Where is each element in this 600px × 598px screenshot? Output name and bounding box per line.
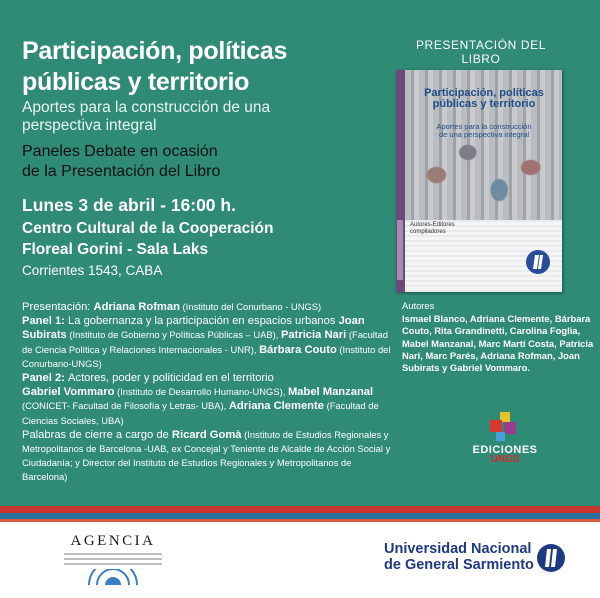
- title-line-1: Participación, políticas: [22, 37, 288, 65]
- book-cover-sub-line-1: Aportes para la construcción: [436, 122, 532, 131]
- event-address: Corrientes 1543, CABA: [22, 263, 163, 278]
- book-cover-authors-line-1: Autores-Editores: [410, 222, 455, 228]
- subtitle-line-2: perspectiva integral: [22, 117, 157, 134]
- subtitle: [22, 99, 387, 135]
- event-venue: [22, 218, 387, 260]
- book-spine: [396, 70, 405, 292]
- main-title: [22, 36, 387, 98]
- book-cover-title-line-1: Participación, políticas: [424, 87, 544, 99]
- ungs-emblem-icon: [536, 543, 566, 573]
- book-cover: [396, 70, 562, 292]
- panel1-speaker-3-inst: (Instituto del Conurbano-UNGS): [22, 343, 391, 369]
- agencia-logo: [58, 533, 168, 590]
- book-section-label: PRESENTACIÓN DEL LIBRO: [415, 38, 547, 66]
- panel1-label: Panel 1:: [22, 315, 69, 328]
- paneles-heading: [22, 142, 387, 182]
- panel2-speaker-3-inst: (Facultad de Ciencias Sociales, UBA): [22, 400, 379, 426]
- subtitle-line-1: Aportes para la construcción de una: [22, 99, 271, 116]
- cierre-inst: (Instituto de Estudios Regionales y Metropolitanos de Barcelona -UAB, ex Concejal y Teniente de Alcalde de Acción Social y Ciudadanía; y Director del Instituto de Estudios Regionales y Metropolitanos de Barcelona): [22, 428, 391, 483]
- title-line-2: públicas y territorio: [22, 68, 250, 96]
- panel1-paragraph: [22, 314, 392, 371]
- book-cover-subtitle: [412, 123, 556, 139]
- agencia-subtitle-lines: [58, 553, 168, 565]
- book-cover-title: [412, 88, 556, 110]
- paneles-line-2: de la Presentación del Libro: [22, 163, 221, 180]
- authors-list: Ismael Blanco, Adriana Clemente, Bárbara Couto, Rita Grandinetti, Carolina Foglia, Mabel Manzanal, Marc Martí Costa, Patricia Nari, Marc Parés, Adriana Rofman, Joan Subirats y Gabriel Vommaro.: [402, 313, 594, 374]
- venue-line-2: Floreal Gorini - Sala Laks: [22, 241, 209, 258]
- ungs-small-logo-icon: [524, 248, 552, 276]
- event-date: Lunes 3 de abril - 16:00 h.: [22, 195, 236, 215]
- cierre-paragraph: [22, 428, 392, 485]
- panel1-topic: La gobernanza y la participación en espacios urbanos: [68, 315, 339, 328]
- authors-block: [402, 300, 598, 374]
- ungs-name-line-2: de General Sarmiento: [384, 557, 534, 573]
- ediciones-ungs-logo: [440, 412, 570, 465]
- footer-stripe-red-thin: [0, 519, 600, 522]
- ediciones-squares-icon: [490, 412, 520, 442]
- book-cover-authors-line-2: compiladores: [410, 229, 446, 235]
- panel2-speaker-1-inst: (Instituto de Desarrollo Humano-UNGS),: [114, 386, 288, 398]
- panel2-label: Panel 2:: [22, 372, 69, 385]
- panel2-speaker-3: Adriana Clemente: [228, 400, 324, 413]
- presentacion-name: Adriana Rofman: [93, 301, 180, 313]
- panel2-speaker-1: Gabriel Vommaro: [22, 386, 115, 399]
- authors-label: Autores: [402, 300, 435, 311]
- panel2-speaker-2: Mabel Manzanal: [287, 386, 374, 399]
- book-cover-sub-line-2: de una perspectiva integral: [438, 130, 530, 139]
- panel1-speaker-1: Joan Subirats: [22, 315, 365, 342]
- presentacion-paragraph: [22, 300, 392, 314]
- agencia-sun-icon: [83, 569, 143, 585]
- book-cover-title-line-2: públicas y territorio: [432, 98, 536, 110]
- panel2-topic: Actores, poder y politicidad en el territorio: [68, 372, 274, 385]
- program-block: [22, 300, 392, 485]
- ediciones-sub: UNGS: [490, 454, 520, 465]
- cierre-name: Ricard Gomà: [171, 428, 242, 441]
- panel1-speaker-2: Patricia Nari: [280, 329, 347, 342]
- ungs-logo: [384, 541, 574, 573]
- header-block: [22, 36, 387, 279]
- panel1-speaker-3: Bárbara Couto: [259, 343, 337, 356]
- cierre-label: Palabras de cierre a cargo de: [22, 428, 172, 441]
- panel1-speaker-1-inst: (Instituto de Gobierno y Políticas Públicas – UAB),: [66, 329, 281, 341]
- presentacion-label: Presentación:: [22, 301, 94, 313]
- paneles-line-1: Paneles Debate en ocasión: [22, 143, 218, 160]
- ungs-name-line-1: Universidad Nacional: [384, 541, 532, 557]
- panel2-paragraph: [22, 371, 392, 428]
- book-cover-authors: [410, 222, 480, 236]
- panel1-speaker-2-inst: (Facultad de Ciencia Política y Relaciones Internacionales - UNR),: [22, 329, 388, 355]
- agencia-name: AGENCIA: [70, 533, 156, 549]
- footer-stripe-red: [0, 506, 600, 513]
- panel2-speaker-2-inst: (CONICET- Facultad de Filosofía y Letras- UBA),: [22, 400, 229, 412]
- ediciones-name: EDICIONES: [472, 444, 538, 456]
- presentacion-inst: (Instituto del Conurbano - UNGS): [179, 301, 322, 312]
- venue-line-1: Centro Cultural de la Cooperación: [22, 220, 274, 237]
